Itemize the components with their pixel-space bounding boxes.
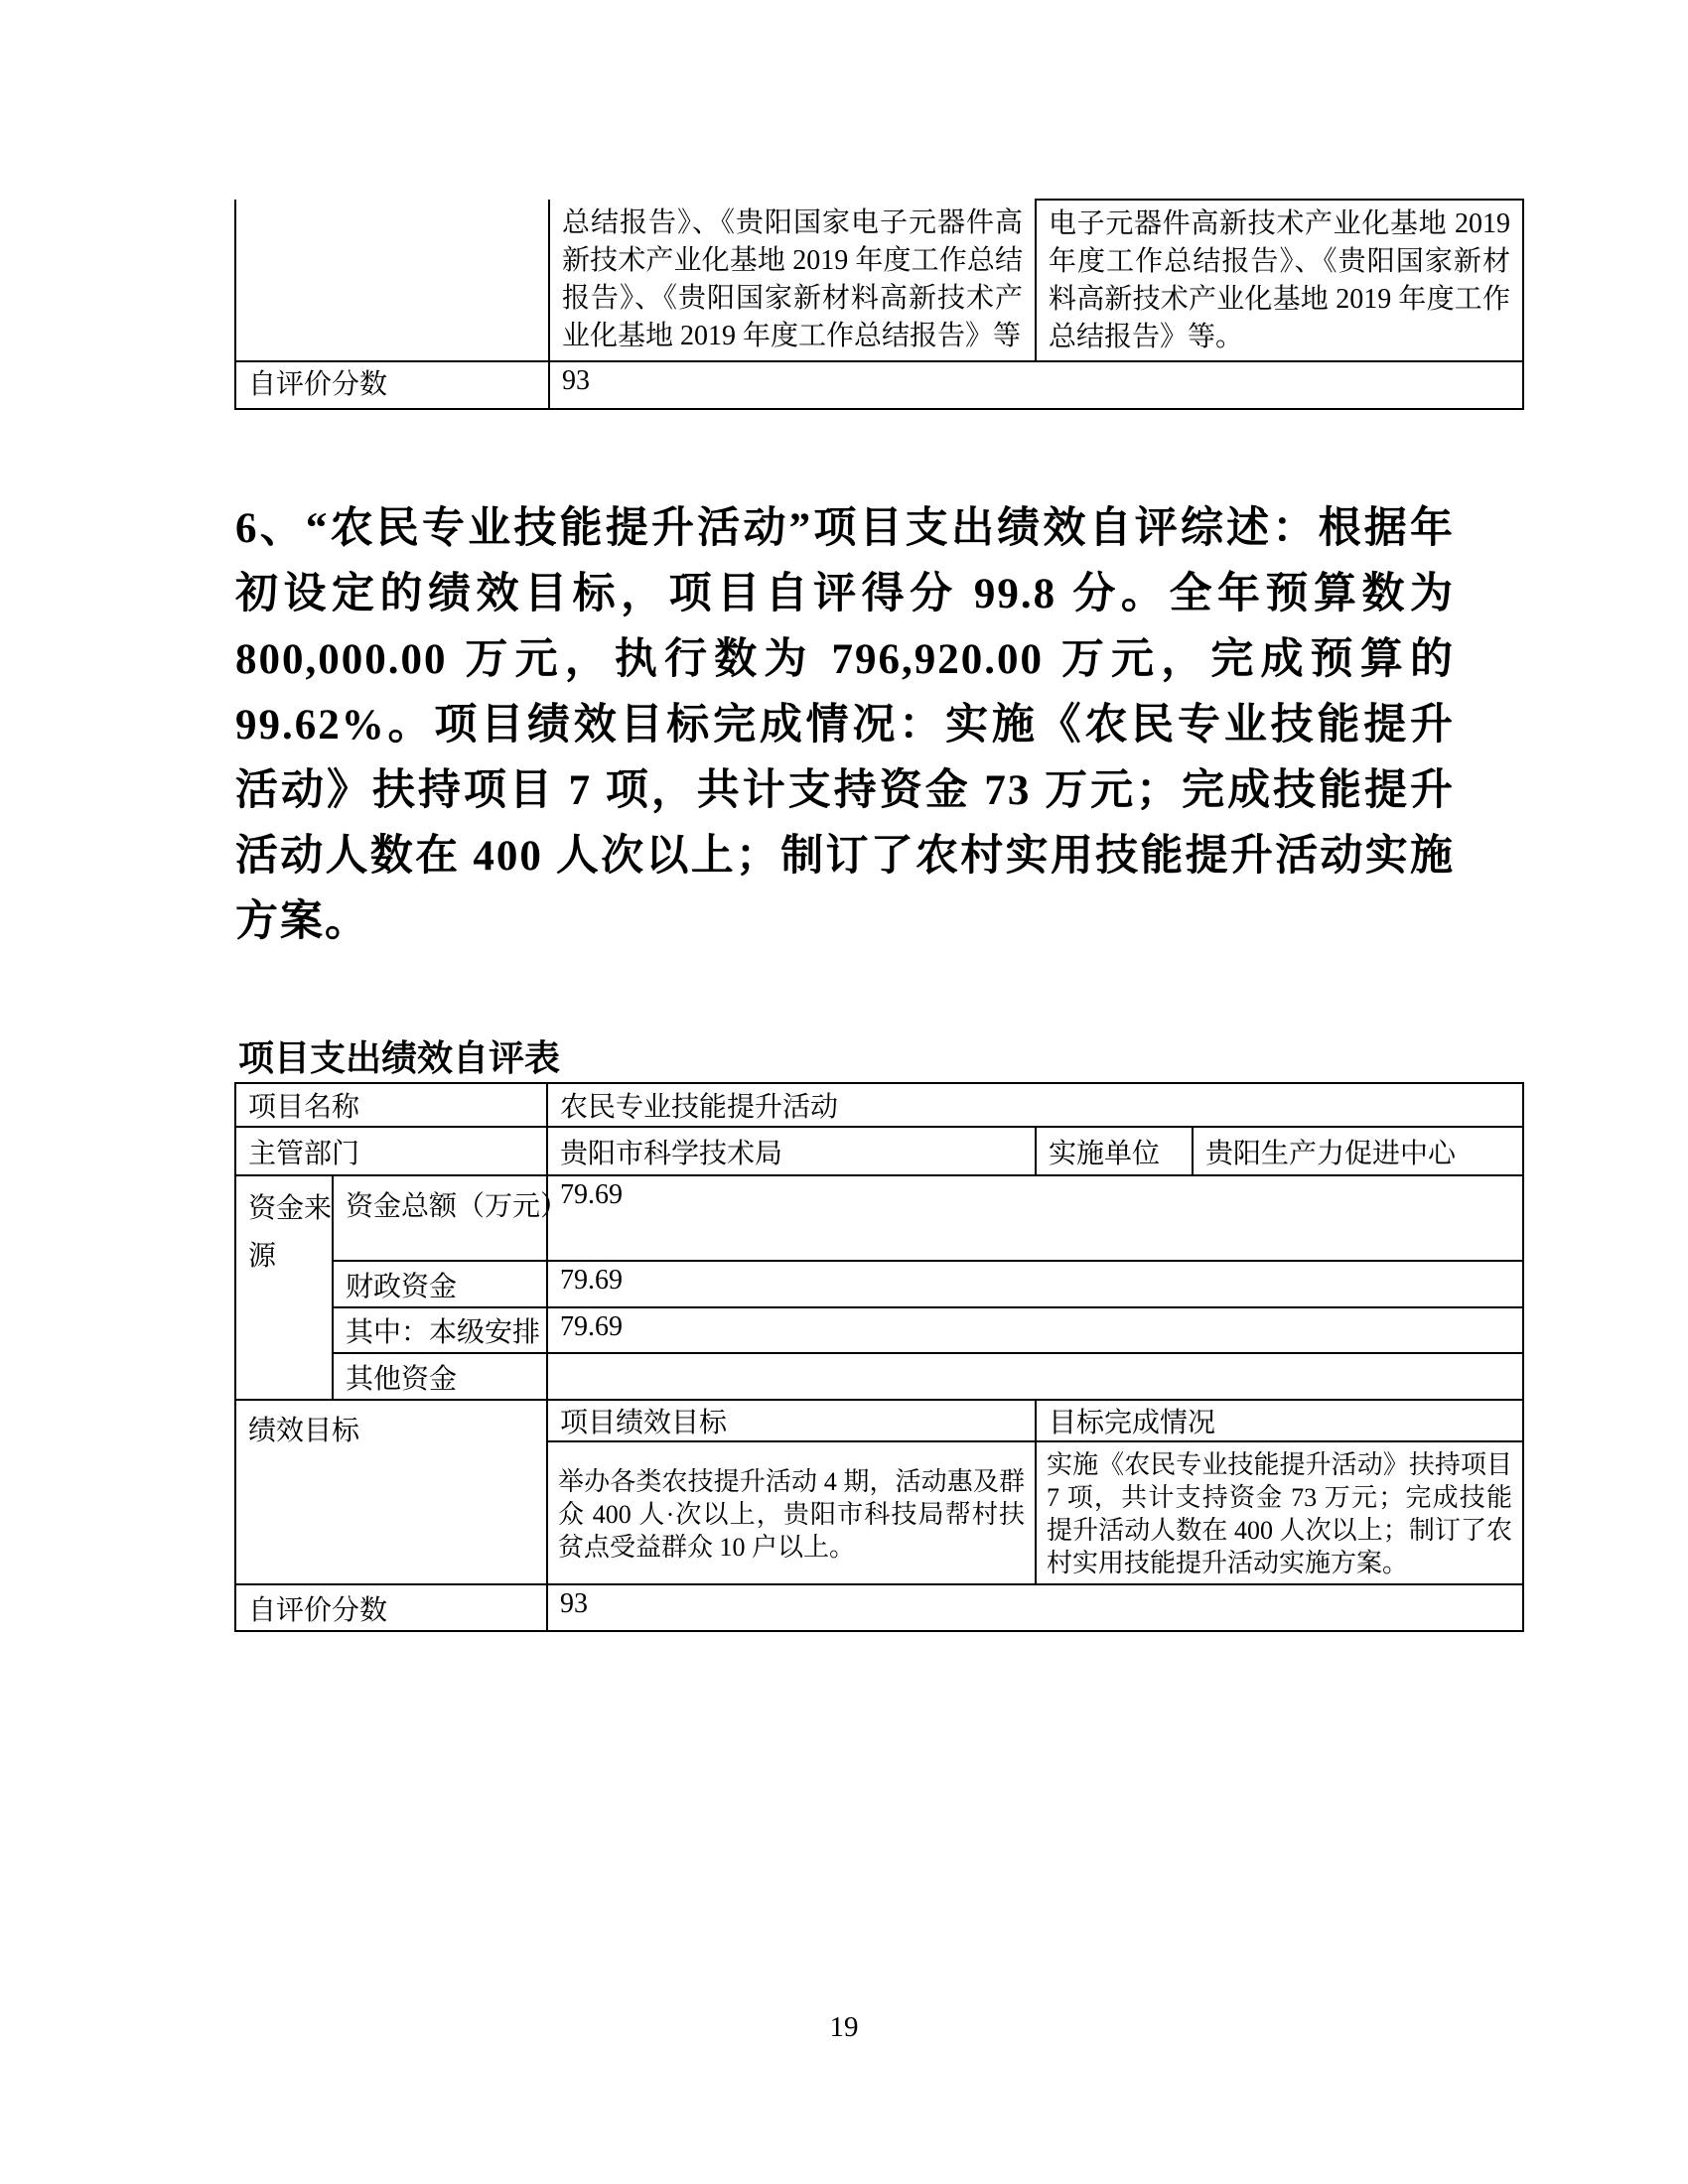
table1-score-label: 自评价分数 [235,361,549,409]
local-arrangement-value: 79.69 [547,1307,1523,1353]
project-goal-header: 项目绩效目标 [547,1400,1036,1441]
performance-self-evaluation-table [234,1082,1524,1632]
project-name-value: 农民专业技能提升活动 [547,1083,1523,1127]
table2-score-label: 自评价分数 [235,1584,547,1631]
goal-completion-header: 目标完成情况 [1036,1400,1523,1441]
page-number: 19 [829,2011,859,2043]
table1-goal-continuation-text: 总结报告》、《贵阳国家电子元器件高新技术产业化基地 2019 年度工作总结报告》、《贵阳国家新材料高新技术产业化基地 2019 年度工作总结报告》等 [549,200,1036,361]
implementing-unit-label: 实施单位 [1036,1127,1193,1175]
funding-total-label: 资金总额（万元） [333,1175,547,1261]
table1-empty-label-cell [235,200,549,361]
fiscal-funds-value: 79.69 [547,1261,1523,1307]
funding-source-label: 资金来源 [235,1175,333,1400]
other-funds-value [547,1353,1523,1400]
previous-project-table [234,199,1524,410]
table2-score-value: 93 [547,1584,1523,1631]
project-goal-text: 举办各类农技提升活动 4 期，活动惠及群众 400 人·次以上，贵阳市科技局帮村扶贫点受益群众 10 户以上。 [547,1441,1036,1584]
funding-total-value: 79.69 [547,1175,1523,1261]
performance-goal-label: 绩效目标 [235,1400,547,1584]
department-label: 主管部门 [235,1127,547,1175]
project-name-label: 项目名称 [235,1083,547,1127]
table2-title: 项目支出绩效自评表 [238,1037,561,1078]
other-funds-label: 其他资金 [333,1353,547,1400]
fiscal-funds-label: 财政资金 [333,1261,547,1307]
table1-completion-continuation-text: 电子元器件高新技术产业化基地 2019 年度工作总结报告》、《贵阳国家新材料高新技术产业化基地 2019 年度工作总结报告》等。 [1036,200,1523,361]
implementing-unit-value: 贵阳生产力促进中心 [1193,1127,1523,1175]
department-value: 贵阳市科学技术局 [547,1127,1036,1175]
local-arrangement-label: 其中：本级安排 [333,1307,547,1353]
project-6-summary-paragraph: 6、“农民专业技能提升活动”项目支出绩效自评综述：根据年初设定的绩效目标，项目自评得分 99.8 分。全年预算数为 800,000.00 万元，执行数为 796,920.00 万元，完成预算的 99.62%。项目绩效目标完成情况：实施《农民专业技能提升活动》扶持项目 7 项，共计支持资金 73 万元；完成技能提升活动人数在 400 人次以上；制订了农村实用技能提升活动实施方案。 [235,505,1455,945]
table1-score-value: 93 [549,361,1523,409]
goal-completion-text: 实施《农民专业技能提升活动》扶持项目 7 项，共计支持资金 73 万元；完成技能提升活动人数在 400 人次以上；制订了农村实用技能提升活动实施方案。 [1036,1441,1523,1584]
